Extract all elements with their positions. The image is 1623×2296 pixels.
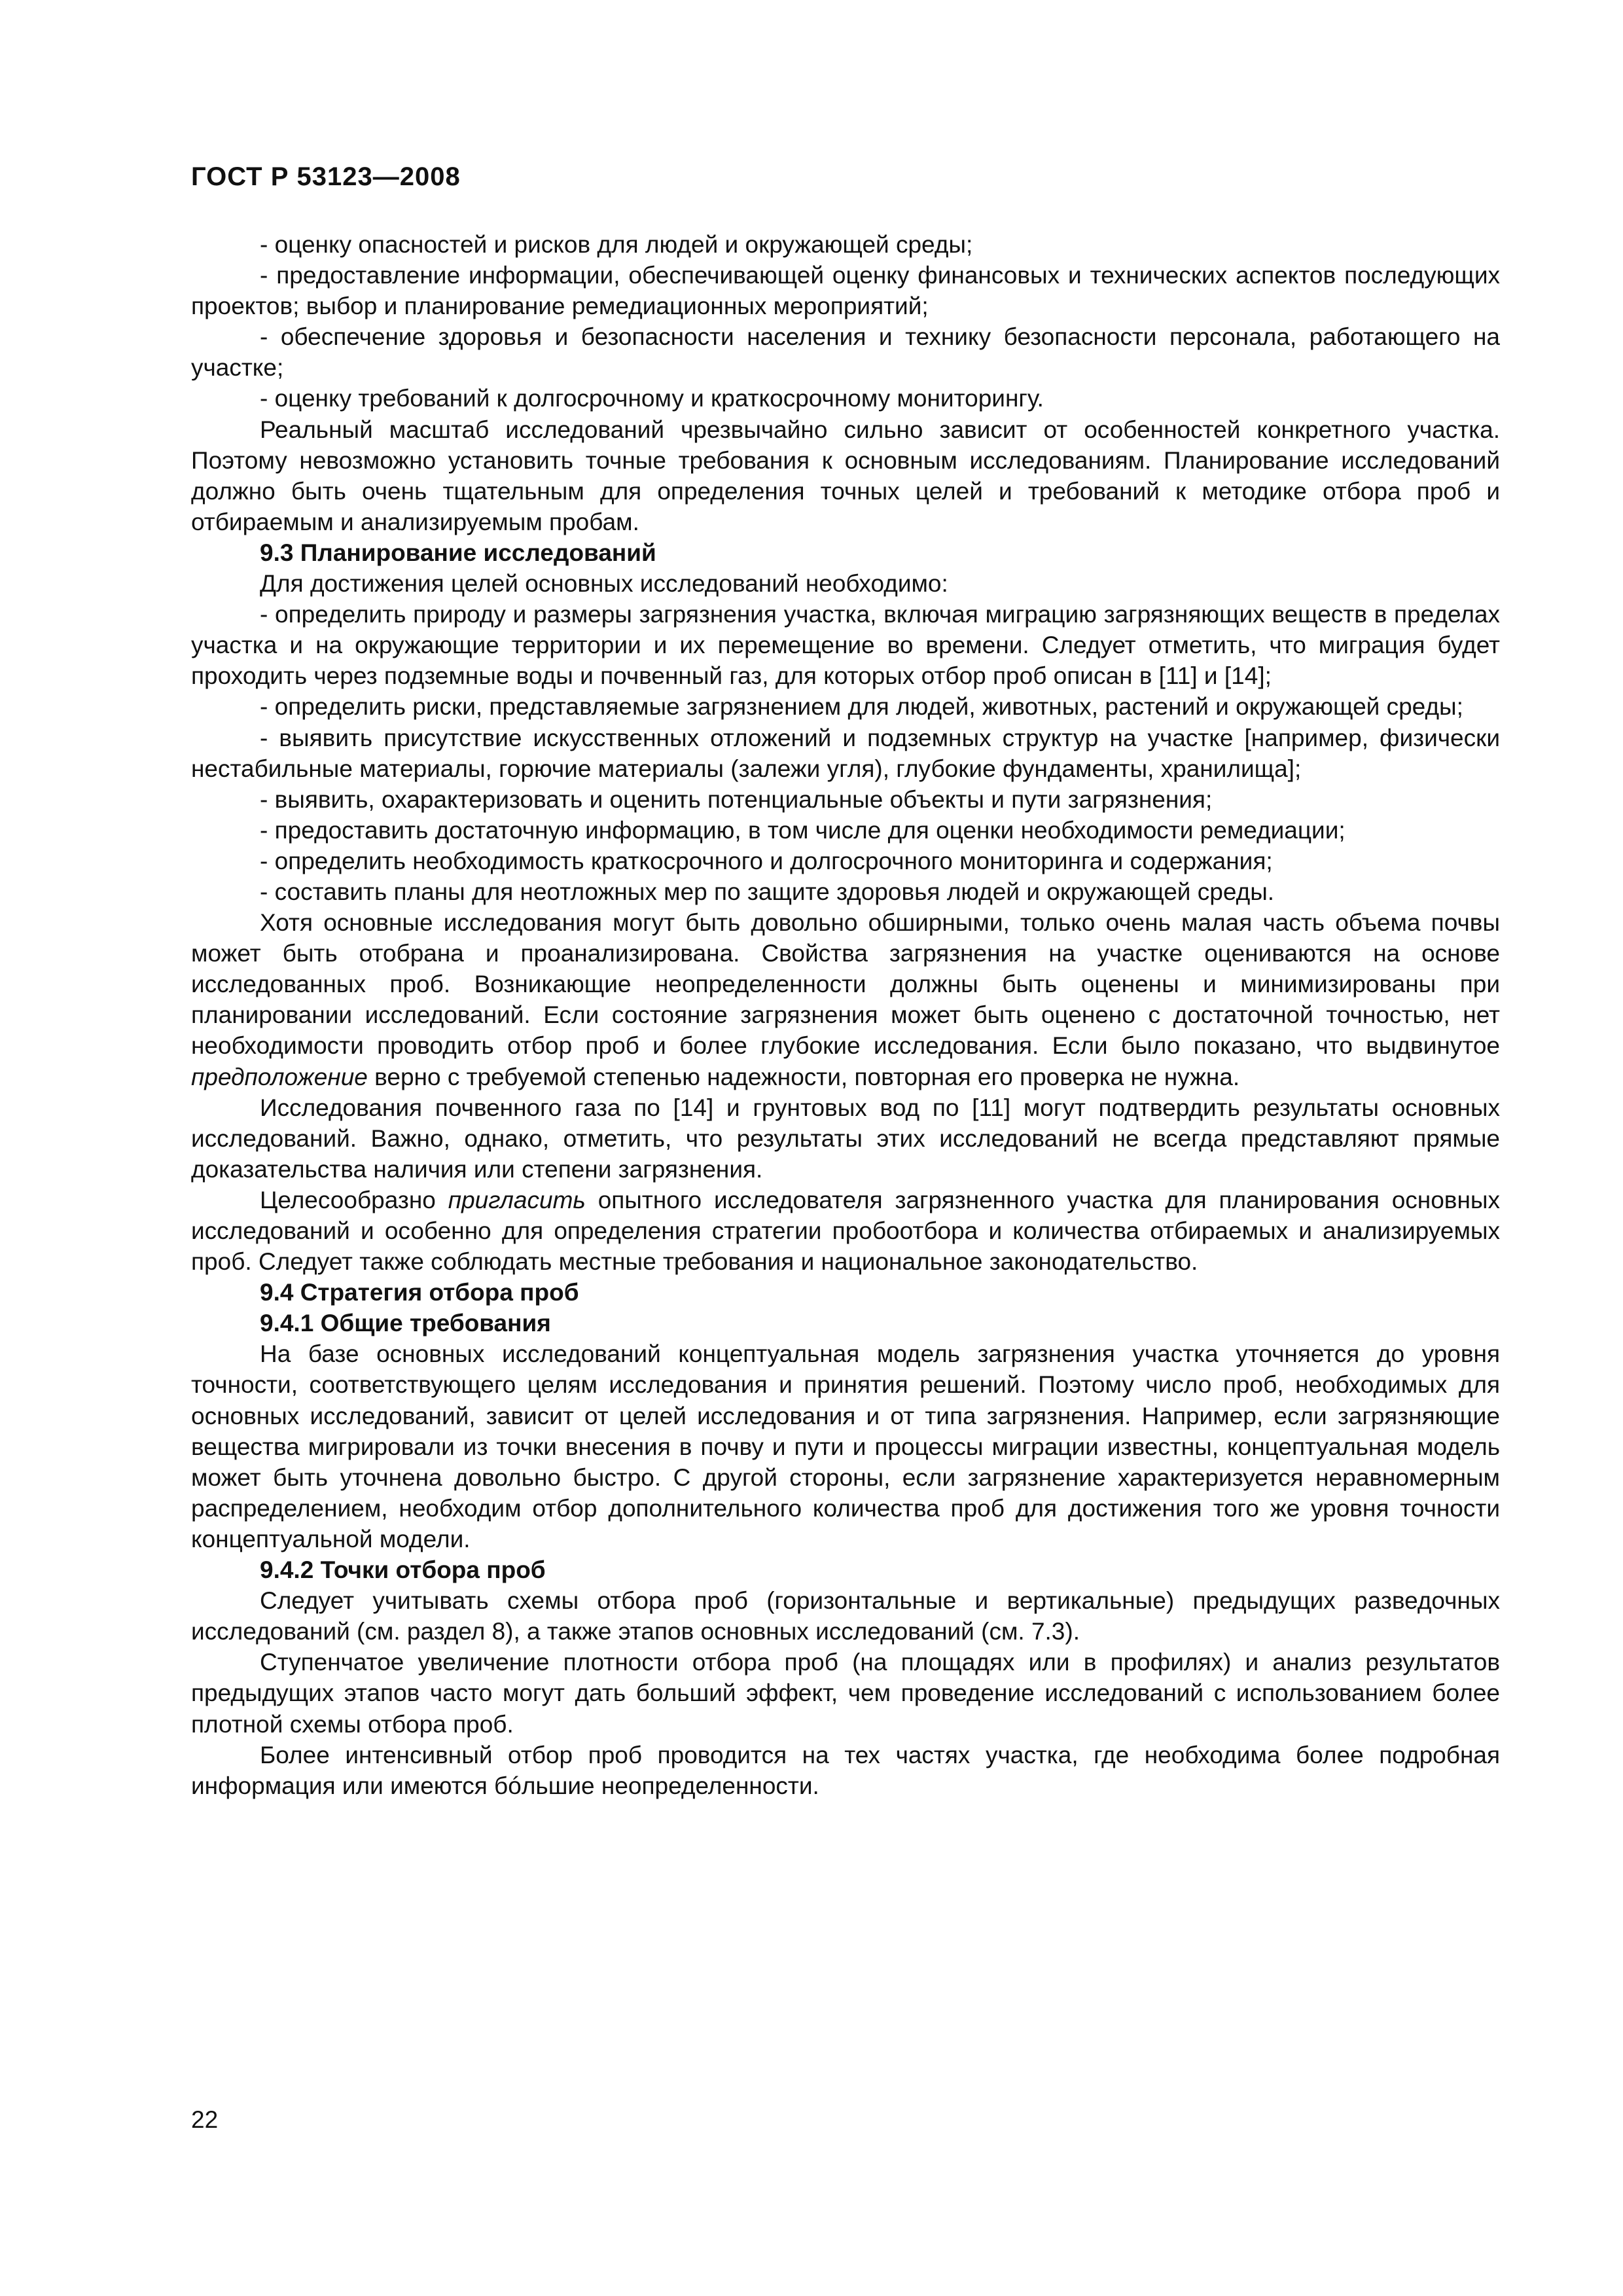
page-number: 22 [191,2106,219,2133]
text-run: Хотя основные исследования могут быть довольно обширными, только очень малая часть объема почвы может быть отобрана и проанализирована. Свойства загрязнения на участке оцениваются на основе исследованных проб. Возникающие неопределенности должны быть оценены и минимизированы при планировании исследований. Если состояние загрязнения может быть оценено с достаточной точностью, нет необходимости проводить отбор проб и более глубокие исследования. Если было показано, что выдвинутое [191,909,1500,1060]
paragraph-invite-expert [191,1185,1500,1277]
paragraph-scale: Реальный масштаб исследований чрезвычайно сильно зависит от особенностей конкретного участка. Поэтому невозможно установить точные требования к основным исследованиям. Планирование исследований должно быть очень тщательным для определения точных целей и требований к методике отбора проб и отбираемым и анализируемым пробам. [191,416,1500,535]
list-item-determine-nature: - определить природу и размеры загрязнения участка, включая миграцию загрязняющих веществ в пределах участка и на окружающие территории и их перемещение во времени. Следует отметить, что миграция будет проходить через подземные воды и почвенный газ, для которых отбор проб описан в [11] и [14]; [191,601,1500,690]
list-item-information-provision: - предоставление информации, обеспечивающей оценку финансовых и технических аспектов последующих проектов; выбор и планирование ремедиационных мероприятий; [191,262,1500,320]
text-run: опытного исследователя загрязненного участка для планирования основных исследований и особенно для определения стратегии пробоотбора и количества отбираемых и анализируемых проб. Следует также соблюдать местные требования и национальное законодательство. [191,1186,1500,1276]
list-item-risk-assessment: - оценку опасностей и рисков для людей и окружающей среды; [260,231,973,258]
document-header: ГОСТ Р 53123—2008 [191,162,461,191]
italic-term-assumption: предположение [191,1063,368,1090]
paragraph-conceptual-model: На базе основных исследований концептуальная модель загрязнения участка уточняется до уровня точности, соответствующего целям исследования и принятия решений. Поэтому число проб, необходимых для основных исследований, зависит от целей исследования и от типа загрязнения. Например, если загрязняющие вещества мигрировали из точки внесения в почву и пути и процессы миграции известны, концептуальная модель может быть уточнена довольно быстро. С другой стороны, если загрязнение характеризуется неравномерным распределением, необходим отбор дополнительного количества проб для достижения того же уровня точности концептуальной модели. [191,1340,1500,1552]
text-run: верно с требуемой степенью надежности, повторная его проверка не нужна. [367,1063,1240,1090]
section-heading-9-4-2: 9.4.2 Точки отбора проб [260,1556,546,1584]
list-item-monitoring: - оценку требований к долгосрочному и краткосрочному мониторингу. [260,385,1044,412]
section-heading-9-3: 9.3 Планирование исследований [260,539,656,566]
list-item-health-safety: - обеспечение здоровья и безопасности населения и технику безопасности персонала, работающего на участке; [191,323,1500,382]
document-page [191,0,1500,2296]
paragraph-goals-intro: Для достижения целей основных исследований необходимо: [260,570,948,598]
list-item-determine-risks: - определить риски, представляемые загрязнением для людей, животных, растений и окружающей среды; [260,693,1463,721]
list-item-characterize-sources: - выявить, охарактеризовать и оценить потенциальные объекты и пути загрязнения; [260,785,1213,813]
list-item-monitoring-need: - определить необходимость краткосрочного и долгосрочного мониторинга и содержания; [260,847,1273,874]
paragraph-uncertainty [191,907,1500,1092]
paragraph-intensive-sampling: Более интенсивный отбор проб проводится на тех частях участка, где необходима более подробная информация или имеются бóльшие неопределенности. [191,1741,1500,1799]
section-heading-9-4: 9.4 Стратегия отбора проб [260,1279,579,1306]
list-item-identify-deposits: - выявить присутствие искусственных отложений и подземных структур на участке [например, физически нестабильные материалы, горючие материалы (залежи угля), глубокие фундаменты, хранилища]; [191,724,1500,782]
paragraph-sampling-schemes: Следует учитывать схемы отбора проб (горизонтальные и вертикальные) предыдущих разведочных исследований (см. раздел 8), а также этапов основных исследований (см. 7.3). [191,1587,1500,1645]
list-item-emergency-plans: - составить планы для неотложных мер по защите здоровья людей и окружающей среды. [260,878,1275,905]
document-body [191,229,1500,1801]
text-run: Целесообразно [260,1186,448,1213]
italic-term-invite: пригласить [448,1186,586,1213]
paragraph-density-increase: Ступенчатое увеличение плотности отбора проб (на площадях или в профилях) и анализ результатов предыдущих этапов часто могут дать больший эффект, чем проведение исследований с использованием более плотной схемы отбора проб. [191,1649,1500,1738]
list-item-provide-information: - предоставить достаточную информацию, в том числе для оценки необходимости ремедиации; [260,816,1346,844]
paragraph-soil-gas: Исследования почвенного газа по [14] и грунтовых вод по [11] могут подтвердить результаты основных исследований. Важно, однако, отметить, что результаты этих исследований не всегда представляют прямые доказательства наличия или степени загрязнения. [191,1094,1500,1183]
section-heading-9-4-1: 9.4.1 Общие требования [260,1310,551,1337]
